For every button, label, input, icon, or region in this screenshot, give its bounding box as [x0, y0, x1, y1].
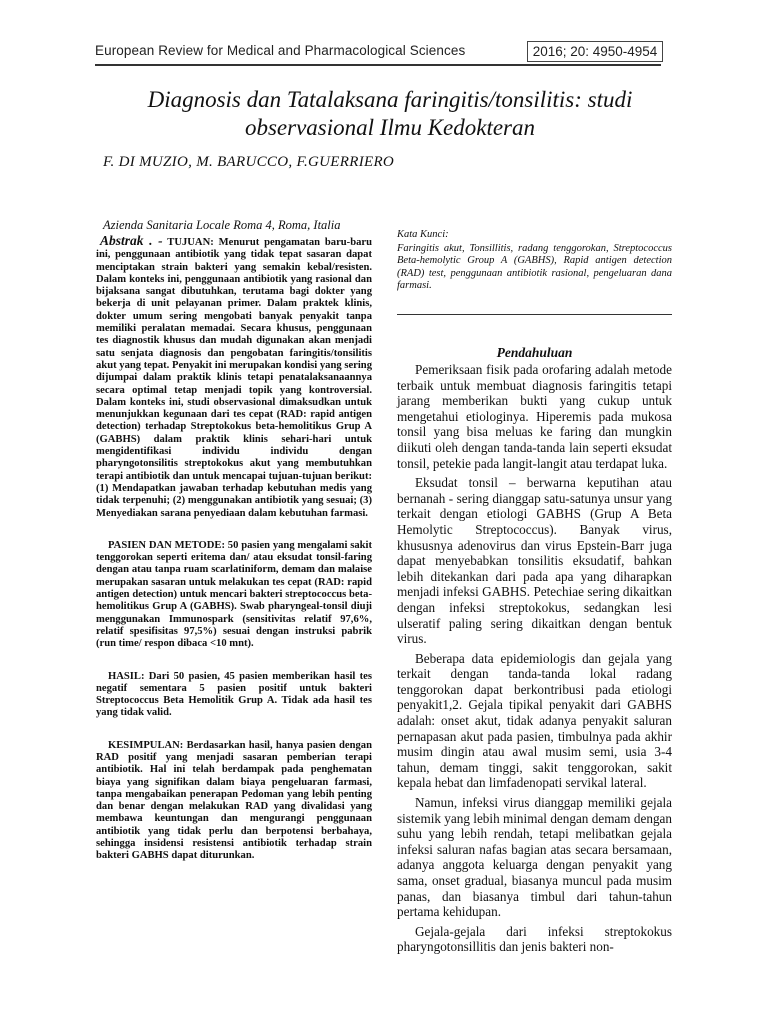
journal-citation-box: 2016; 20: 4950-4954 — [527, 41, 663, 62]
abstract-conclusion: KESIMPULAN: Berdasarkan hasil, hanya pasien dengan RAD positif yang menjadi sasaran pemberian terapi antibiotik. Hal ini telah berdampak pada penghematan biaya yang signifikan dalam biaya pengeluaran farmasi, tanpa mengabaikan penerapan Pedoman yang lebih penting dan benar dengan melakukan RAD yang divalidasi yang membawa keuntungan dan mengurangi penggunaan antibiotik yang tidak perlu dan berpotensi berbahaya, sehingga insidensi resistensi antibiotik terhadap strain bakteri GABHS dapat diturunkan. — [96, 739, 372, 862]
abstract-results: HASIL: Dari 50 pasien, 45 pasien memberikan hasil tes negatif sementara 5 pasien positif untuk bakteri Streptococcus Beta Hemolitik Grup A. Tidak ada hasil tes yang tidak valid. — [96, 670, 372, 719]
intro-paragraph: Gejala-gejala dari infeksi streptokokus pharyngotonsillitis dan jenis bakteri non- — [397, 923, 672, 955]
intro-paragraph: Eksudat tonsil – berwarna keputihan atau bernanah - sering dianggap satu-satunya unsur yang terkait dengan etiologi GABHS (Grup A Beta Hemolytic Streptococcus). Banyak virus, khususnya adenovirus dan virus Epstein-Barr juga dapat menyebabkan tonsilitis eksudatif, bahkan lebih ditekankan dari pada apa yang diharapkan menjadi infeksi GABHS. Petechiae sering dikaitkan dengan infeksi streptokokus, sedangkan lesi ulseratif paling sering dikaitkan dengan bentuk virus. — [397, 475, 672, 647]
author-list: F. DI MUZIO, M. BARUCCO, F.GUERRIERO — [103, 154, 395, 170]
intro-paragraph: Pemeriksaan fisik pada orofaring adalah metode terbaik untuk membuat diagnosis faringitis tetapi jarang memberikan bukti yang cukup untuk mengetahui etiologinya. Hiperemis pada mukosa tonsil yang bisa meluas ke faring dan mungkin diikuti oleh dengan tanda-tanda lain seperti eksudat tonsil, petekie pada langit-langit atau terdapat luka. — [397, 362, 672, 471]
abstract-objective-text: TUJUAN: Menurut pengamatan baru-baru ini, penggunaan antibiotik yang tidak tepat sasaran dapat menciptakan strain bakteri yang semakin kebal/resisten. Dalam konteks ini, penggunaan antibiotik yang rasional dan bijaksana sangat dibutuhkan, terutama bagi dokter yang bekerja di unit pelayanan primer. Dalam praktek klinis, dokter umum sering mengobati banyak penyakit tanpa memiliki peralatan memadai. Secara khusus, penggunaan tes diagnostik khusus dan mudah digunakan akan menjadi satu senjata diagnosis dan pengobatan faringitis/tonsilitis akut yang tepat. Penyakit ini merupakan kondisi yang sering dijumpai dalam praktik klinis tetapi penatalaksanaannya secara optimal tetap menjadi topik yang kontroversial. Dalam konteks ini, studi observasional dimaksudkan untuk menunjukkan kegunaan dari tes cepat (RAD: rapid antigen detection) terhadap Streptokokus beta-hemolitikus Grup A (GABHS) dalam praktik klinis sehari-hari untuk mengidentifikasi individu individu dengan pharyngotonsilitis streptokokus akut yang membutuhkan terapi antibiotik dan untuk mencapai tujuan-tujuan berikut: (1) Mendapatkan jawaban terhadap kebutuhan medis yang tidak terpenuhi; (2) menggunakan antibiotik yang sesuai; (3) Menyediakan sarana penyediaan dalam kebutuhan farmasi. — [96, 237, 372, 519]
abstract-methods: PASIEN DAN METODE: 50 pasien yang mengalami sakit tenggorokan seperti eritema dan/ atau eksudat tonsil-faring dengan atau tanpa ruam scarlatiniform, demam dan malaise merupakan sasaran untuk melakukan tes cepat (RAD: rapid antigen detection) untuk mencari bakteri streptococcus beta-hemolitikus Grup A (GABHS). Swab pharyngeal-tonsil diuji menggunakan Immunospark (sensitivitas relatif 97,6%, relatif spesifisitas 97,5%) sesuai dengan instruksi pabrik (run time/ respon dibaca <10 mnt). — [96, 539, 372, 650]
section-heading-introduction: Pendahuluan — [496, 345, 573, 360]
abstract-column — [96, 235, 372, 883]
keywords-label: Kata Kunci: — [397, 229, 449, 240]
intro-paragraph: Beberapa data epidemiologis dan gejala yang terkait dengan tanda-tanda lokal radang tenggorokan dapat berkontribusi pada etiologi penyakit1,2. Gejala tipikal penyakit dari GABHS adalah: onset akut, tidak adanya penyakit saluran pernapasan akut pada pasien, timbulnya pada akhir musim dingin atau awal musim semi, usia 3-4 tahun, demam tinggi, sakit tenggorokan, sakit kepala hebat dan limfadenopati servikal lateral. — [397, 650, 672, 791]
paper-title: Diagnosis dan Tatalaksana faringitis/tonsilitis: studi observasional Ilmu Kedokteran — [147, 87, 633, 140]
header-rule — [95, 64, 661, 66]
abstract-label: Abstrak . - — [100, 233, 163, 248]
keywords-rule — [397, 314, 672, 315]
abstract-objective — [96, 235, 372, 520]
affiliation: Azienda Sanitaria Locale Roma 4, Roma, Italia — [103, 218, 341, 232]
keywords-text: Faringitis akut, Tonsillitis, radang tenggorokan, Streptococcus Beta-hemolytic Group A (GABHS), Rapid antigen detection (RAD) test, penggunaan antibiotik rasional, pengeluaran dana farmasi. — [397, 242, 672, 292]
journal-name: European Review for Medical and Pharmacological Sciences — [95, 43, 466, 58]
keywords-block — [397, 229, 672, 293]
introduction-body — [397, 362, 672, 959]
intro-paragraph: Namun, infeksi virus dianggap memiliki gejala sistemik yang lebih minimal dengan demam dengan suhu yang lebih rendah, tetapi melibatkan gejala infeksi saluran nafas bagian atas secara bersamaan, adanya anggota keluarga dengan penyakit yang sama, onset gradual, biasanya muncul pada musim panas, dan biasanya timbul dari tahun-tahun pertama kehidupan. — [397, 795, 672, 920]
